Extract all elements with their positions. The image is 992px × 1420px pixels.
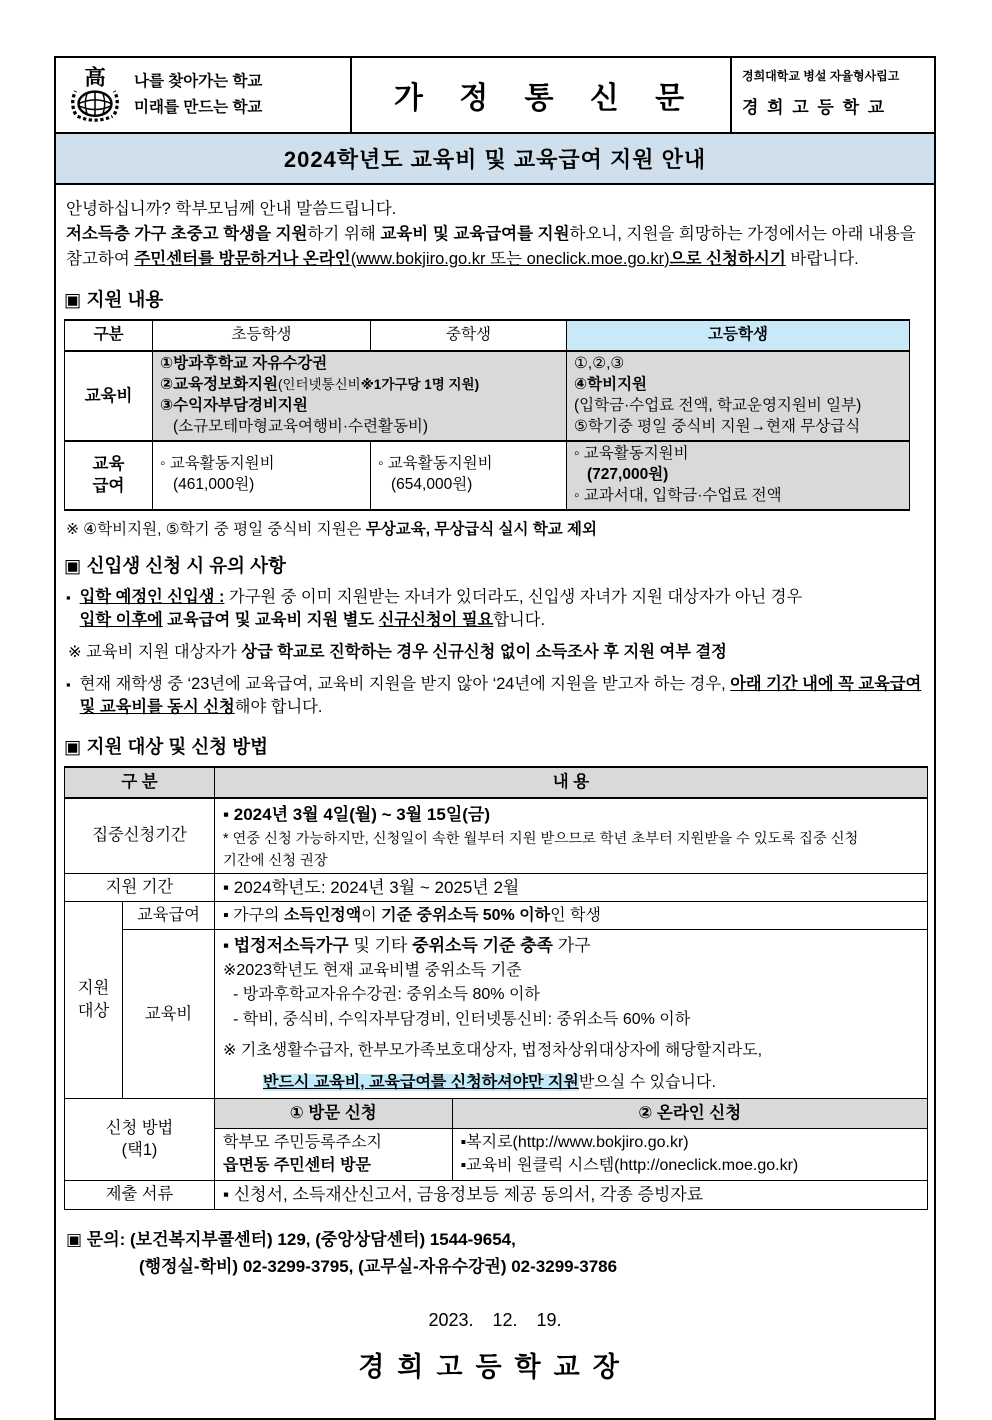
text-run: 교육급여 및 교육비 지원 별도 xyxy=(162,611,379,630)
text-line: ①방과후학교 자유수강권 xyxy=(160,355,328,373)
col-header: 구분 xyxy=(65,320,153,351)
text-run: 신규신청이 필요 xyxy=(378,611,494,630)
section-marker-icon: ▣ xyxy=(64,554,82,576)
text-line: 교육 xyxy=(92,454,125,473)
col-header-online: ② 온라인 신청 xyxy=(452,1099,927,1129)
cell-online xyxy=(452,1129,927,1180)
notice-text xyxy=(80,586,924,633)
text-run: ※ 교육비 지원 대상자가 xyxy=(68,642,242,661)
text-line: ▪교육비 원클릭 시스템(http://oneclick.moe.go.kr) xyxy=(460,1156,799,1174)
contact-line xyxy=(66,1226,924,1253)
principal-signature: 경희고등학교장 xyxy=(358,1352,632,1383)
text-run: ▪ 가구의 xyxy=(223,906,284,924)
text-line: (727,000원) xyxy=(587,465,669,483)
table-row-target-cost xyxy=(65,930,928,1099)
text-line: ▪복지로(http://www.bokjiro.go.kr) xyxy=(460,1134,689,1152)
col-header: 내 용 xyxy=(215,767,928,798)
text-line: (소규모테마형교육여행비·수련활동비) xyxy=(173,417,429,435)
col-header: 초등학생 xyxy=(153,320,371,351)
row-label-target xyxy=(65,902,123,1099)
text-run: 가구원 중 이미 지원받는 자녀가 있더라도, 신입생 자녀가 지원 대상자가 아닌 경우 xyxy=(224,587,803,606)
row-label xyxy=(65,1099,215,1181)
text-run-highlighted: 반드시 교육비, 교육급여를 신청하셔야만 지원 xyxy=(263,1073,579,1091)
text-line: ③수익자부담경비지원 xyxy=(160,397,308,415)
text-run: 입학 예정인 신입생 : xyxy=(79,587,225,606)
text-run: 가구 xyxy=(552,936,591,956)
text-run: 해야 합니다. xyxy=(234,698,323,717)
text-run: 및 기타 xyxy=(348,936,413,956)
text-line: ▪ 2024년 3월 4일(월) ~ 3월 15일(금) xyxy=(223,804,490,824)
header-right xyxy=(730,58,934,132)
text-run: 이 xyxy=(361,906,382,924)
text-run: (www.bokjiro.go.kr 또는 oneclick.moe.go.kr) xyxy=(350,249,670,268)
text-run: 받으실 수 있습니다. xyxy=(578,1073,716,1091)
cell-elem xyxy=(153,441,371,510)
text-run: (행정실-학비) 02-3299-3795, (교무실-자유수강권) 02-3299-3786 xyxy=(139,1256,618,1276)
text-line: ◦ 교육활동지원비 xyxy=(160,455,275,473)
notice-item xyxy=(66,641,924,665)
text-line: - 방과후학교자유수강권: 중위소득 80% 이하 xyxy=(233,986,540,1004)
cell-content xyxy=(215,930,928,1099)
text-line: (택1) xyxy=(121,1141,158,1160)
text-line: ◦ 교육활동지원비 xyxy=(574,444,689,462)
text-line: - 학비, 중식비, 수익자부담경비, 인터넷통신비: 중위소득 60% 이하 xyxy=(233,1010,691,1028)
section-marker-icon: ▣ xyxy=(64,289,82,311)
notice-text xyxy=(80,673,924,720)
cell-content xyxy=(215,798,928,873)
row-label: 집중신청기간 xyxy=(65,798,215,873)
cell-highschool xyxy=(567,441,910,510)
cell-nested-table xyxy=(215,1099,928,1181)
text-run: 입학 이후에 xyxy=(79,611,163,630)
text-run: 하오니, 지원을 희망하는 가정에서는 아래 내용을 참고하여 xyxy=(66,224,916,268)
text-run: 주민센터를 방문하거나 온라인 xyxy=(134,249,351,268)
notice-banner-title: 2024학년도 교육비 및 교육급여 지원 안내 xyxy=(56,134,934,185)
intro-paragraph xyxy=(56,185,934,273)
text-line: (461,000원) xyxy=(173,476,255,494)
text-line: 대상 xyxy=(77,1002,110,1021)
text-run: 합니다. xyxy=(493,611,545,630)
cell-mid xyxy=(371,441,567,510)
motto-line: 미래를 만드는 학교 xyxy=(134,99,263,116)
table-header-row xyxy=(65,767,928,798)
text-line xyxy=(223,934,919,958)
contact-info xyxy=(66,1226,924,1280)
notice-list xyxy=(66,586,924,720)
text-run: 하기 위해 xyxy=(307,224,381,243)
table-row-edu-cost xyxy=(65,351,910,441)
text-run: 문의: (보건복지부콜센터) 129, (중앙상담센터) 1544-9654, xyxy=(82,1229,516,1249)
text-run: 인 학생 xyxy=(550,906,601,924)
svg-text:高: 高 xyxy=(84,65,106,91)
issue-date: 2023. 12. 19. xyxy=(428,1310,562,1331)
row-label: 제출 서류 xyxy=(65,1180,215,1209)
contact-line xyxy=(66,1253,924,1280)
table-header-row xyxy=(65,320,910,351)
row-sublabel: 교육비 xyxy=(123,930,215,1099)
text-line: 신청 방법 xyxy=(105,1118,174,1137)
text-line: ◦ 교과서대, 입학금·수업료 전액 xyxy=(574,486,782,504)
text-run: ▪ 법정저소득가구 xyxy=(223,936,349,956)
section-title: 지원 내용 xyxy=(86,289,164,311)
cell-content: ▪ 신청서, 소득재산신고서, 금융정보등 제공 동의서, 각종 증빙자료 xyxy=(215,1180,928,1209)
notice-item xyxy=(66,673,924,720)
text-line: ◦ 교육활동지원비 xyxy=(378,455,493,473)
apply-channel-table xyxy=(215,1099,927,1180)
text-line: (입학금·수업료 전액, 학교운영지원비 일부) xyxy=(574,397,862,415)
motto-line: 나를 찾아가는 학교 xyxy=(134,73,263,91)
text-run: 중위소득 기준 충족 xyxy=(412,936,553,956)
text-run: 소득인정액 xyxy=(283,906,362,924)
text-run: ※1가구당 1명 지원) xyxy=(360,377,480,393)
school-name: 경 희 고 등 학 교 xyxy=(742,98,887,117)
text-line: ※2023학년도 현재 교육비별 중위소득 기준 xyxy=(223,962,522,980)
text-run: 기준 중위소득 50% 이하 xyxy=(381,906,551,924)
row-sublabel: 교육급여 xyxy=(123,902,215,930)
table-row-edu-welfare xyxy=(65,441,910,510)
table-row-period-apply xyxy=(65,798,928,873)
row-label: 지원 기간 xyxy=(65,873,215,902)
text-run: 바랍니다. xyxy=(785,249,859,268)
notice-item xyxy=(66,586,924,633)
cell-elem-mid xyxy=(153,351,567,441)
col-header-highschool: 고등학생 xyxy=(567,320,910,351)
cell-highschool xyxy=(567,351,910,441)
support-content-table xyxy=(64,319,910,510)
col-header: 구 분 xyxy=(65,767,215,798)
text-line: (654,000원) xyxy=(391,476,473,494)
text-line: ※ 기초생활수급자, 한부모가족보호대상자, 법정차상위대상자에 해당할지라도, xyxy=(223,1042,763,1060)
nested-header-row xyxy=(215,1099,927,1129)
text-run: 교육비 및 교육급여를 지원 xyxy=(380,224,570,243)
table-row-documents xyxy=(65,1180,928,1209)
school-motto xyxy=(134,69,262,120)
section-heading-apply xyxy=(64,733,926,759)
text-run: 현재 재학생 중 ‘23년에 교육급여, 교육비 지원을 받지 않아 ‘24년에 지원을 받고자 하는 경우, xyxy=(79,674,731,693)
text-line: 기간에 신청 권장 xyxy=(223,852,328,869)
row-label: 교육비 xyxy=(65,351,153,441)
text-run: ②교육정보화지원 xyxy=(160,376,278,394)
table-row-target-welfare xyxy=(65,902,928,930)
school-emblem-icon xyxy=(64,64,126,126)
section-marker-icon: ▣ xyxy=(66,1229,83,1249)
text-line: ④학비지원 xyxy=(574,376,648,394)
col-header: 중학생 xyxy=(371,320,567,351)
text-run: 상급 학교로 진학하는 경우 신규신청 없이 소득조사 후 지원 여부 결정 xyxy=(241,642,727,661)
apply-method-table xyxy=(64,766,928,1210)
section-heading-support xyxy=(64,286,926,312)
cell-content: ▪ 2024학년도: 2024년 3월 ~ 2025년 2월 xyxy=(215,873,928,902)
square-bullet-icon: ▪ xyxy=(66,676,71,692)
text-line: 지원 xyxy=(77,979,110,998)
document-page xyxy=(54,56,936,1420)
text-line xyxy=(223,1072,919,1094)
text-run: 무상교육, 무상급식 실시 학교 제외 xyxy=(365,520,597,538)
cell-content xyxy=(215,902,928,930)
text-line: * 연중 신청 가능하지만, 신청일이 속한 월부터 지원 받으므로 학년 초부터 지원받을 수 있도록 집중 신청 xyxy=(223,830,859,847)
text-run: ※ ④학비지원, ⑤학기 중 평일 중식비 지원은 xyxy=(66,520,366,538)
text-line: ①,②,③ xyxy=(574,355,625,373)
col-header-visit: ① 방문 신청 xyxy=(215,1099,452,1129)
square-bullet-icon: ▪ xyxy=(66,589,71,605)
document-header xyxy=(56,58,934,134)
header-left xyxy=(56,58,352,132)
text-line: ⑤학기중 평일 중식비 지원→현재 무상급식 xyxy=(574,417,861,435)
text-line xyxy=(160,375,559,396)
nested-content-row xyxy=(215,1129,927,1180)
section-marker-icon: ▣ xyxy=(64,735,82,757)
table1-footnote xyxy=(66,517,924,539)
text-line: 읍면동 주민센터 방문 xyxy=(223,1156,371,1174)
table-row-support-period xyxy=(65,873,928,902)
text-run: 아래 기간 내에 꼭 교육급여 및 교육비를 동시 신청 xyxy=(79,674,922,717)
row-label xyxy=(65,441,153,510)
school-affiliation: 경희대학교 병설 자율형사립고 xyxy=(742,69,900,83)
text-line: 급여 xyxy=(92,477,125,496)
text-run: (인터넷통신비 xyxy=(277,377,361,393)
cell-visit xyxy=(215,1129,452,1180)
table-row-apply-method xyxy=(65,1099,928,1181)
section-heading-notice xyxy=(64,552,926,578)
text-run: 으로 신청하시기 xyxy=(669,249,786,268)
document-title: 가 정 통 신 문 xyxy=(393,82,699,115)
text-line: 학부모 주민등록주소지 xyxy=(223,1134,383,1152)
notice-text xyxy=(68,643,727,661)
text-run: 저소득층 가구 초중고 학생을 지원 xyxy=(66,224,308,243)
text-run: 안녕하십니까? 학부모님께 안내 말씀드립니다. xyxy=(66,200,397,218)
section-title: 지원 대상 및 신청 방법 xyxy=(86,735,269,757)
section-title: 신입생 신청 시 유의 사항 xyxy=(86,554,286,576)
